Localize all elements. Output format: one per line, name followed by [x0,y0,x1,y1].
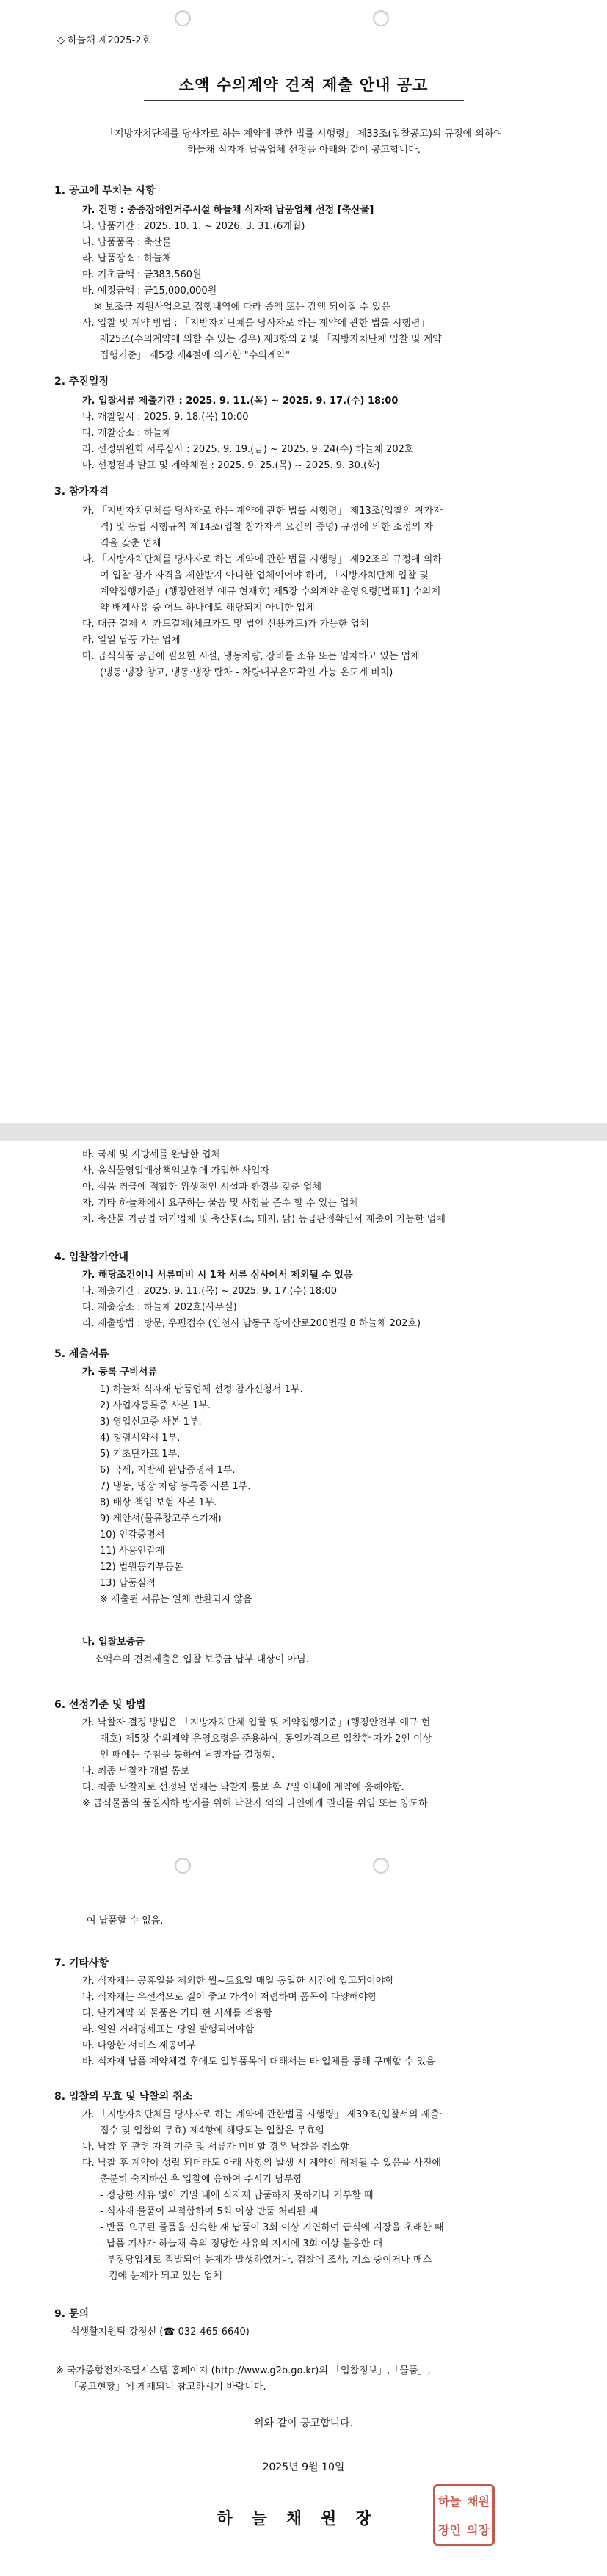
page-1 [0,0,607,1123]
document-item: 4) 청렴서약서 1부. [100,1433,181,1444]
bullet-item: - 부정당업체로 적발되어 문제가 발생하였거나, 검찰에 조사, 기소 중이거나 매스 [100,2255,432,2266]
bullet-item: - 정당한 사유 없이 기일 내에 식자재 납품하지 못하거나 거부할 때 [100,2190,374,2201]
list-item: 가. 해당조건이니 서류미비 시 1차 서류 심사에서 제외될 수 있음 [82,1270,353,1281]
list-item-cont: 인 때에는 추첨을 통하여 낙찰자를 결정함. [100,1750,275,1761]
list-item: 라. 일일 납품 가능 업체 [82,635,181,646]
bullet-item-cont: 컴에 문제가 되고 있는 업체 [109,2271,222,2282]
document-item: 8) 배상 책임 보험 사본 1부. [100,1497,217,1508]
list-item: 바. 식자재 납품 계약체결 후에도 일부품목에 대해서는 타 업체를 통해 구매할 수 있음 [82,2056,435,2067]
closing-text: 위와 같이 공고합니다. [253,2417,354,2429]
organization-name: 하늘채원장 [217,2510,390,2528]
list-item: 나. 제출기간 : 2025. 9. 11.(목) ~ 2025. 9. 17.(수) 18:00 [82,1286,337,1297]
list-item: 다. 단가계약 외 물품은 기타 현 시세를 적용함 [82,2008,273,2019]
document-item: 9) 제안서(물류창고주소기재) [100,1513,222,1524]
list-item: 마. 선정결과 발표 및 계약체결 : 2025. 9. 25.(목) ~ 2025. 9. 30.(화) [82,460,380,471]
list-item-cont: 격을 갖춘 업체 [100,538,161,549]
seal-char: 하늘 [438,2495,461,2508]
note: ※ 보조금 지원사업으로 집행내역에 따라 증액 또는 감액 되어질 수 있음 [94,302,390,313]
list-item: 다. 제출장소 : 하늘채 202호(사무실) [82,1302,237,1313]
list-item-cont: 충분히 숙지하신 후 입찰에 응하여 주시기 당부함 [100,2174,302,2185]
list-item: 가. 「지방자치단체를 당사자로 하는 계약에 관한 법률 시행령」 제13조(입찰의 참가자 [82,506,443,517]
list-item: 나. 낙찰 후 관련 자격 기준 및 서류가 미비할 경우 낙찰을 취소함 [82,2142,349,2153]
section-heading: 5. 제출서류 [54,1348,109,1360]
list-item: 사. 입찰 및 계약 방법 : 「지방자치단체를 당사자로 하는 계약에 관한 법률 시행령」 [82,318,430,329]
document-item: 11) 사용인감계 [100,1546,165,1557]
list-item-cont: 여 입찰 참가 자격을 제한받지 아니한 업체이어야 하며, 「지방자치단체 입찰 및 [100,570,429,581]
document-item: 5) 기초단가표 1부. [100,1449,181,1460]
list-item-cont: (냉동·냉장 창고, 냉동·냉장 탑차 - 차량내부온도확인 가능 온도계 비치) [100,667,393,678]
bullet-item: - 납품 기사가 하늘채 측의 정당한 사유의 지시에 3회 이상 불응한 때 [100,2238,382,2249]
list-item: 나. 「지방자치단체를 당사자로 하는 계약에 관한 법률 시행령」 제92조의 규정에 의하 [82,554,442,565]
list-item: 가. 「지방자치단체를 당사자로 하는 계약에 관한법률 시행령」 제39조(입찰서의 제출· [82,2109,443,2120]
footnote-line: 「공고현황」에 게재되니 참고하시기 바랍니다. [69,2382,266,2393]
list-item: 가. 입찰서류 제출기간 : 2025. 9. 11.(목) ~ 2025. 9. 17.(수) 18:00 [82,396,399,407]
list-item: 다. 개찰장소 : 하늘채 [82,428,172,439]
section-heading: 7. 기타사항 [54,1957,109,1969]
page-2 [0,1141,607,2576]
section-heading: 1. 공고에 부치는 사항 [54,185,156,197]
section-heading: 6. 선정기준 및 방법 [54,1699,146,1711]
paragraph: 소액수의 견적제출은 입찰 보증금 납부 대상이 아님. [94,1654,309,1665]
list-item: 나. 식자재는 우선적으로 질이 좋고 가격이 저렴하며 품목이 다양해야함 [82,1992,377,2003]
document-item: 13) 납품실적 [100,1578,156,1589]
document-item: 2) 사업자등록증 사본 1부. [100,1400,211,1411]
sub-heading: 나. 입찰보증금 [82,1637,145,1648]
list-item-cont: 재호) 제5장 수의계약 운영요령을 준용하여, 동일가격으로 입찰한 자가 2인 이상 [100,1733,432,1744]
announce-date: 2025년 9월 10일 [262,2462,345,2473]
intro-line: 「지방자치단체를 당사자로 하는 계약에 관한 법률 시행령」 제33조(입찰공고)의 규정에 의하여 [105,128,503,139]
list-item-cont: 계약집행기준」(행정안전부 예규 현재호) 제5장 수의계약 운영요령[별표1] 수의계 [100,586,440,597]
list-item: 사. 음식물영업배상책임보험에 가입한 사업자 [82,1165,270,1176]
intro-line: 하늘채 식자재 납품업체 선정을 아래와 같이 공고합니다. [187,145,421,156]
list-item: 아. 식품 취급에 적합한 위생적인 시설과 환경을 갖춘 업체 [82,1182,322,1193]
footnote-line: ※ 국가종합전자조달시스템 홈페이지 (http://www.g2b.go.kr)의 「입찰정보」,「물품」, [56,2365,431,2376]
document-item: 12) 법원등기부등본 [100,1562,183,1573]
list-item: 라. 일일 거래명세표는 당일 발행되어야함 [82,2024,255,2035]
title-rule-bottom [144,100,464,101]
list-item: 가. 건명 : 중증장애인거주시설 하늘채 식자재 납품업체 선정 [축산물] [82,205,374,216]
list-item: 자. 기타 하늘채에서 요구하는 물품 및 사항을 준수 할 수 있는 업체 [82,1198,359,1209]
section-heading: 3. 참가자격 [54,486,109,498]
list-item: 다. 납품품목 : 축산물 [82,237,172,248]
note: ※ 제출된 서류는 일체 반환되지 않음 [100,1594,252,1605]
binder-hole-left [175,1858,191,1874]
list-item-cont: 약 배제사유 중 어느 하나에도 해당되지 아니한 업체 [100,603,315,614]
list-item: 라. 납품장소 : 하늘채 [82,253,172,264]
list-item: 다. 대금 결제 시 카드결제(체크카드 및 법인 신용카드)가 가능한 업체 [82,619,369,630]
list-item: 나. 최종 낙찰자 개별 통보 [82,1766,190,1777]
list-item: 마. 급식식품 공급에 필요한 시설, 냉동차량, 장비를 소유 또는 임차하고 있는 업체 [82,651,420,662]
list-item: 라. 선정위원회 서류심사 : 2025. 9. 19.(금) ~ 2025. 9. 24(수) 하늘채 202호 [82,444,414,455]
document-number: ◇ 하늘채 제2025-2호 [57,35,151,46]
list-item: 가. 낙찰자 결정 방법은 「지방자치단체 입찰 및 계약집행기준」(행정안전부 예규 현 [82,1717,431,1728]
list-item: 다. 최종 낙찰자로 선정된 업체는 낙찰자 통보 후 7일 이내에 계약에 응해야함. [82,1782,404,1793]
seal-char: 장인 [438,2523,461,2537]
section-heading: 8. 입찰의 무효 및 낙찰의 취소 [54,2091,193,2103]
list-item: 나. 개찰일시 : 2025. 9. 18.(목) 10:00 [82,412,249,423]
binder-hole-right [373,1858,389,1874]
document-item: 10) 인감증명서 [100,1529,165,1540]
list-item: 차. 축산물 가공업 허가업체 및 축산물(소, 돼지, 닭) 등급판정확인서 제출이 가능한 업체 [82,1214,446,1225]
bullet-item: - 식자재 물품이 부적합하여 5회 이상 반품 처리된 때 [100,2206,319,2217]
list-item-cont: 격) 및 동법 시행규칙 제14조(입찰 참가자격 요건의 증명) 규정에 의한 소정의 자 [100,522,433,533]
list-item-cont: 접수 및 입찰의 무효) 제4항에 해당되는 입찰은 무효임 [100,2125,324,2136]
list-item: 라. 제출방법 : 방문, 우편접수 (인천시 남동구 장아산로200번길 8 하늘채 202호) [82,1318,421,1329]
section-heading: 2. 추진일정 [54,376,109,388]
list-item: 가. 식자재는 공휴일을 제외한 월~토요일 매일 동일한 시간에 입고되어야함 [82,1976,394,1987]
note: ※ 급식물품의 품질저하 방지를 위해 낙찰자 외의 타인에게 권리를 위임 또는 양도하 [82,1798,428,1809]
document-item: 1) 하늘채 식자재 납품업체 선정 참가신청서 1부. [100,1384,303,1395]
section-heading: 9. 문의 [54,2308,89,2320]
document-item: 7) 냉동, 냉장 차량 등록증 사본 1부. [100,1481,251,1492]
list-item-cont: 제25조(수의계약에 의할 수 있는 경우) 제3항의 2 및 「지방자치단체 입찰 및 계약 [100,334,442,345]
official-seal [433,2484,495,2546]
binder-hole-left [175,10,191,26]
list-item: 바. 국세 및 지방세를 완납한 업체 [82,1149,221,1160]
list-item: 마. 다양한 서비스 제공여부 [82,2040,196,2051]
list-item: 나. 납품기간 : 2025. 10. 1. ~ 2026. 3. 31.(6개월) [82,221,305,232]
contact-text: 식생활지원팀 강정선 (☎ 032-465-6640) [70,2326,250,2337]
section-heading: 4. 입찰참가안내 [54,1251,129,1263]
sub-heading: 가. 등록 구비서류 [82,1367,157,1378]
binder-hole-right [373,10,389,26]
seal-char: 채원 [467,2495,490,2508]
list-item-cont: 여 납품할 수 없음. [87,1915,164,1926]
page-title: 소액 수의계약 견적 제출 안내 공고 [178,76,429,94]
intro-text [62,126,546,159]
list-item: 마. 기초금액 : 금383,560원 [82,269,202,280]
list-item: 바. 예정금액 : 금15,000,000원 [82,285,217,296]
list-item: 다. 낙찰 후 계약이 성립 되더라도 아래 사항의 발생 시 계약이 해제될 수 있음을 사전에 [82,2158,441,2169]
bullet-item: - 반품 요구된 물품을 신속한 재 납품이 3회 이상 지연하여 급식에 지장을 초래한 때 [100,2222,444,2233]
document-item: 6) 국세, 지방세 완납증명서 1부. [100,1465,236,1476]
document-item: 3) 영업신고증 사본 1부. [100,1416,202,1427]
list-item-cont: 집행기준」 제5장 제4절에 의거한 "수의계약" [100,350,290,361]
seal-char: 의장 [467,2523,490,2537]
